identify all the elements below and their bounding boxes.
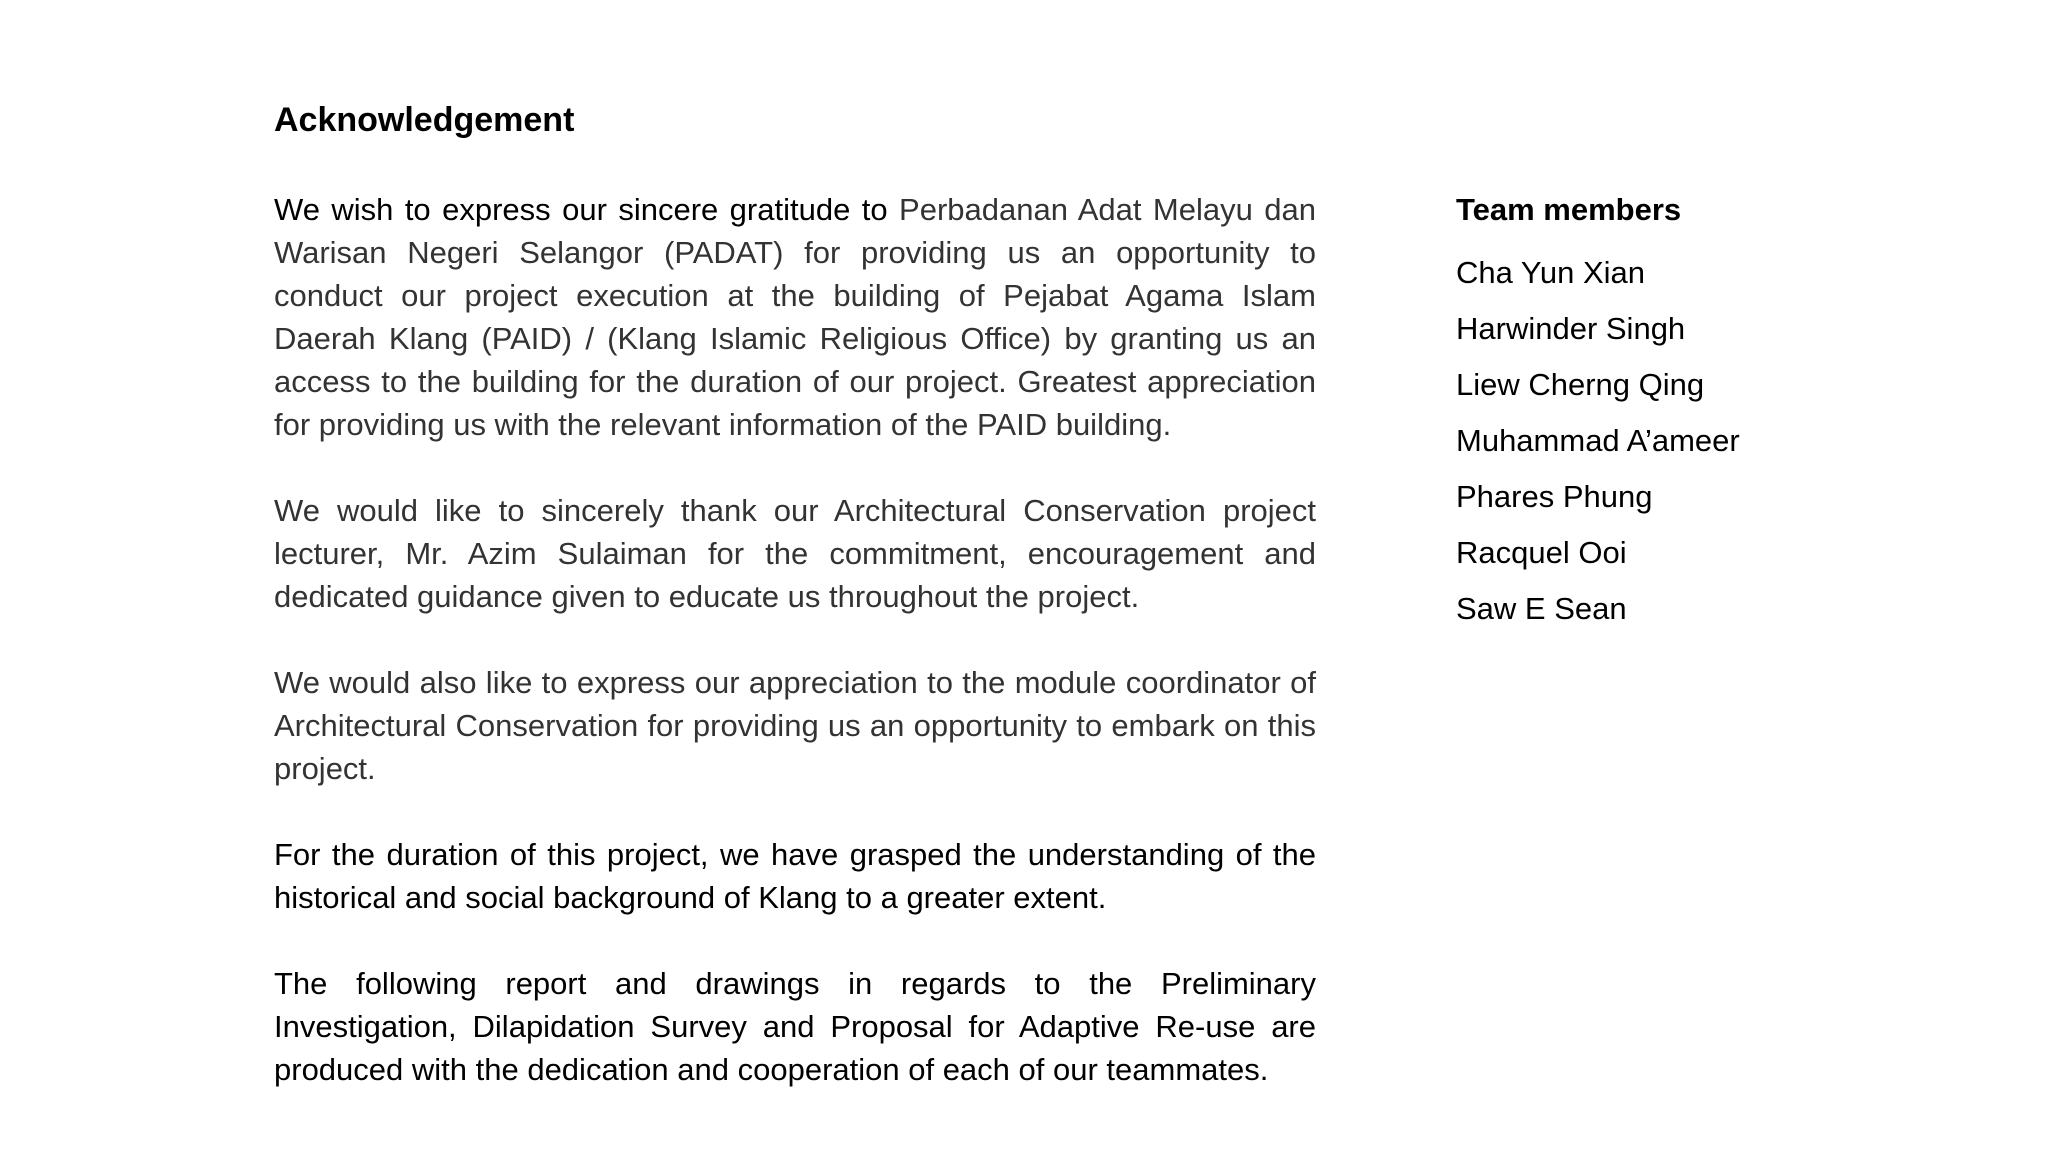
team-member: Racquel Ooi — [1456, 535, 1627, 570]
team-member: Muhammad A’ameer — [1456, 423, 1740, 458]
paragraph-coordinator-thanks: We would also like to express our appreciation to the module coordinator of Architectural Conservation for providing us an opportunity to embark on this project. — [274, 665, 1316, 786]
paragraph-gratitude — [274, 188, 1316, 446]
team-member: Harwinder Singh — [1456, 311, 1686, 346]
team-member: Cha Yun Xian — [1456, 255, 1646, 290]
acknowledgement-body — [274, 188, 1316, 1091]
team-member: Saw E Sean — [1456, 591, 1627, 626]
team-member-list — [1456, 245, 1856, 637]
paragraph-text: Perbadanan Adat Melayu dan Warisan Negeri Selangor (PADAT) for providing us an opportunity to conduct our project execution at the building of Pejabat Agama Islam Daerah Klang (PAID) / (Klang Islamic Religious Office) by granting us an access to the building for the duration of our project. Greatest appreciation for providing us with the relevant information of the PAID building. — [274, 192, 1316, 442]
paragraph-teamwork: The following report and drawings in regards to the Preliminary Investigation, Dilapidation Survey and Proposal for Adaptive Re-use are produced with the dedication and cooperation of each of our teammates. — [274, 966, 1316, 1087]
paragraph-lecturer-thanks: We would like to sincerely thank our Architectural Conservation project lecturer, Mr. Azim Sulaiman for the commitment, encouragement and dedicated guidance given to educate us throughout the project. — [274, 493, 1316, 614]
team-member: Phares Phung — [1456, 479, 1653, 514]
team-member: Liew Cherng Qing — [1456, 367, 1705, 402]
page-title: Acknowledgement — [274, 101, 575, 139]
team-members-panel — [1456, 188, 1856, 637]
team-members-title: Team members — [1456, 192, 1682, 227]
paragraph-lead: We wish to express our sincere gratitude to — [274, 192, 900, 227]
paragraph-understanding: For the duration of this project, we have grasped the understanding of the historical and social background of Klang to a greater extent. — [274, 837, 1316, 915]
